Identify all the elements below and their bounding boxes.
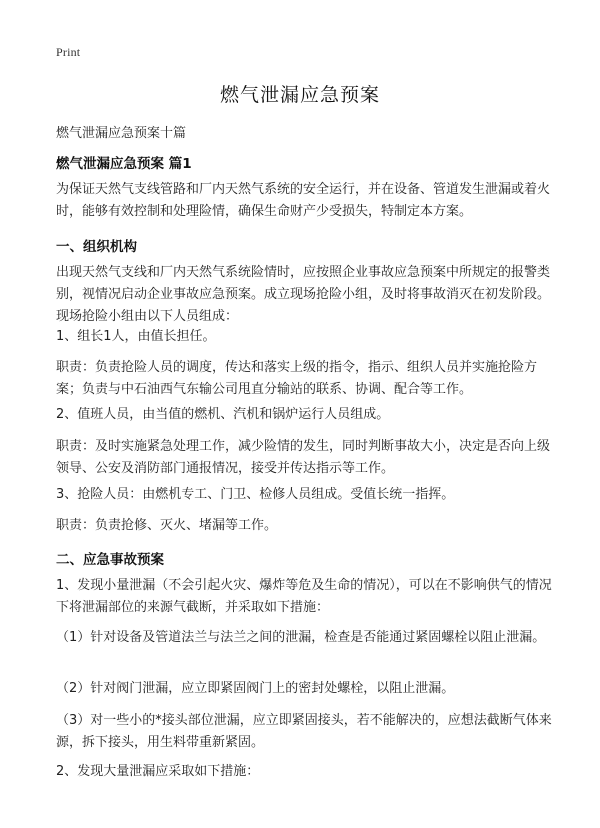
document-subtitle: 燃气泄漏应急预案十篇 [56,126,187,141]
section1-item3: 3、抢险人员：由燃机专工、门卫、检修人员组成。受值长统一指挥。 [56,487,455,502]
section1-item2: 2、值班人员，由当值的燃机、汽机和锅炉运行人员组成。 [56,407,390,422]
section2-heading: 二、应急事故预案 [56,552,164,568]
section1-item3-duty: 职责：负责抢修、灭火、堵漏等工作。 [56,518,278,533]
section2-item1-sub1: （1）针对设备及管道法兰与法兰之间的泄漏，检查是否能通过紧固螺栓以阻止泄漏。 [56,630,546,645]
section1-item2-duty: 职责：及时实施紧急处理工作，减少险情的发生，同时判断事故大小，决定是否向上级领导、公安及消防部门通报情况，接受并传达指示等工作。 [56,439,551,476]
section2-item1: 1、发现小量泄漏（不会引起火灾、爆炸等危及生命的情况），可以在不影响供气的情况下将泄漏部位的来源气截断，并采取如下措施： [56,578,552,615]
section1-heading: 一、组织机构 [56,239,137,255]
section2-item1-sub2: （2）针对阀门泄漏，应立即紧固阀门上的密封处螺栓，以阻止泄漏。 [56,681,455,696]
section1-item1-duty: 职责：负责抢险人员的调度，传达和落实上级的指令，指示、组织人员并实施抢险方案；负责与中石油西气东输公司甩直分输站的联系、协调、配合等工作。 [56,360,538,397]
section2-item2: 2、发现大量泄漏应采取如下措施： [56,764,260,779]
section1-item1: 1、组长1人，由值长担任。 [56,329,216,344]
section2-item1-sub3: （3）对一些小的*接头部位泄漏，应立即紧固接头，若不能解决的，应想法截断气体来源，拆下接头，用生料带重新紧固。 [56,713,552,750]
section1-paragraph: 出现天然气支线和厂内天然气系统险情时，应按照企业事故应急预案中所规定的报警类别，视情况启动企业事故应急预案。成立现场抢险小组，及时将事故消灭在初发阶段。现场抢险小组由以下人员组成： [56,265,551,324]
article-heading: 燃气泄漏应急预案 篇1 [56,156,192,172]
print-label[interactable]: Print [56,45,81,59]
page-title: 燃气泄漏应急预案 [219,84,380,106]
intro-paragraph: 为保证天然气支线管路和厂内天然气系统的安全运行，并在设备、管道发生泄漏或着火时，能够有效控制和处理险情，确保生命财产少受损失，特制定本方案。 [56,182,551,219]
